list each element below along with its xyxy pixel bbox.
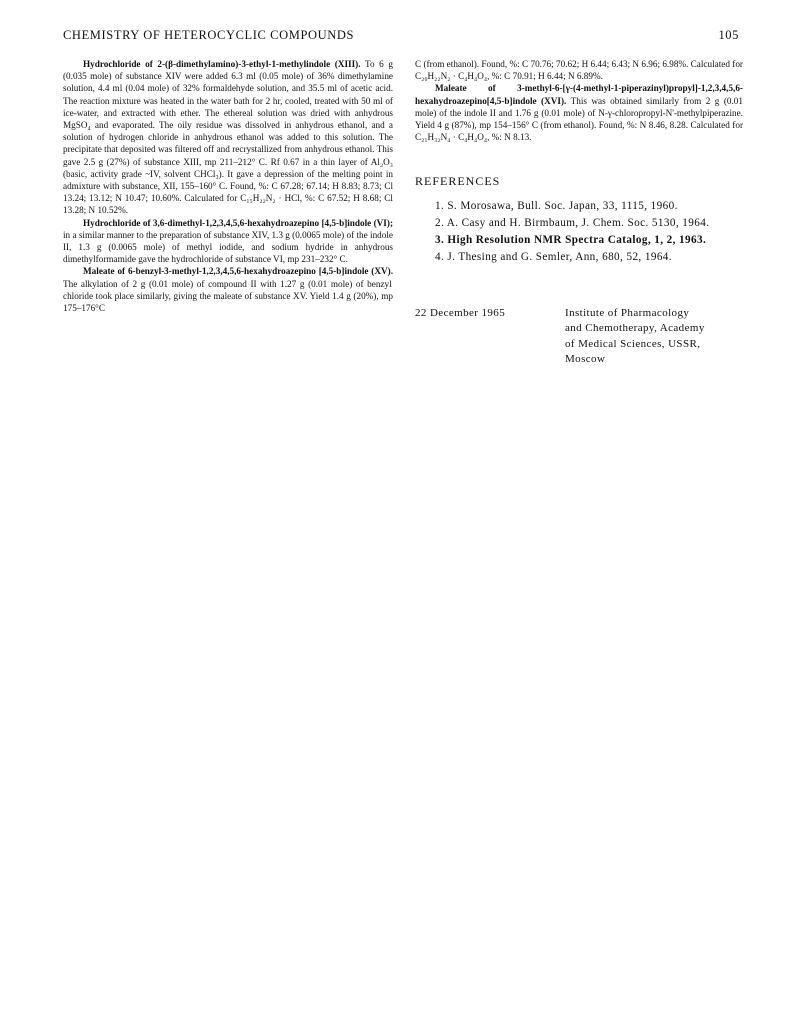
paragraph-heading: Maleate of 3-methyl-6-[γ-(4-methyl-1-piperazinyl)propyl]-1,2,3,4,5,6-hexahydroazepino[4,5-b]indole (XVI). <box>415 83 743 106</box>
references-title: REFERENCES <box>415 174 501 189</box>
paragraph-compound-xv <box>63 265 393 314</box>
institute-line: Moscow <box>565 353 606 366</box>
received-date: 22 December 1965 <box>415 306 506 319</box>
institute-line: Institute of Pharmacology <box>565 306 690 319</box>
paragraph-text: This was obtained similarly from 2 g (0.01 mole) of the indole II and 1.76 g (0.01 mole) of N-γ-chloropropyl-N'-methylpiperazine. Yield 4 g (87%), mp 154–156° C (from ethanol). Found, %: N 8.46, 8.28. Calculated for C₂₁H₃₂N₄ · C₄H₄O₄, %: N 8.13. <box>415 95 743 143</box>
paragraph-text: To 6 g (0.035 mole) of substance XIV were added 6.3 ml (0.05 mole) of 36% dimethylamine solution, 4.4 ml (0.04 mole) of 32% formaldehyde solution, and 35.5 ml of acetic acid. The reaction mixture was heated in the water bath for 2 hr, cooled, treated with 50 ml of ice-water, and extracted with ether. The ethereal solution was dried with anhydrous MgSO₄ and evaporated. The oily residue was dissolved in anhydrous ethanol, and a solution of hydrogen chloride in anhydrous ethanol was added to this solution. The precipitate that deposited was filtered off and recrystallized from anhydrous ethanol. This gave 2.5 g (27%) of substance XIII, mp 211–212° C. Rf 0.67 in a thin layer of Al₂O₃ (basic, activity grade ~IV, solvent CHCl₃). It gave a depression of the melting point in admixture with substance, XII, 155–160° C. Found, %: C 67.28; 67.14; H 8.83; 8.73; Cl 13.24; 13.12; N 10.47; 10.60%. Calculated for C₁₅H₂₂N₂ · HCl, %: C 67.52; H 8.68; Cl 13.28; N 10.52%. <box>63 59 393 216</box>
page-number: 105 <box>718 28 739 42</box>
paragraph-text: in a similar manner to the preparation of substance XIV, 1.3 g (0.0065 mole) of the indole II, 1.3 g (0.0065 mole) of methyl iodide, and sodium hydride in anhydrous dimethylformamide gave the hydrochloride of substance VI, mp 231–232° C. <box>63 229 393 265</box>
institute-line: and Chemotherapy, Academy <box>565 322 705 335</box>
paragraph-heading: Maleate of 6-benzyl-3-methyl-1,2,3,4,5,6-hexahydroazepino [4,5-b]indole (XV). <box>83 266 393 277</box>
paragraph-text: The alkylation of 2 g (0.01 mole) of compound II with 1.27 g (0.01 mole) of benzyl chloride took place similarly, giving the maleate of substance XV. Yield 1.4 g (20%), mp 175–176°C <box>63 278 393 314</box>
institute-affiliation <box>565 306 743 368</box>
paragraph-compound-xvi <box>415 82 743 143</box>
left-column <box>63 58 393 314</box>
page-header <box>63 28 739 46</box>
reference-item: 3. High Resolution NMR Spectra Catalog, 1, 2, 1963. <box>435 233 707 246</box>
paragraph-compound-vi <box>63 217 393 266</box>
article-footer <box>415 306 743 368</box>
references-list <box>415 198 743 266</box>
right-column <box>415 58 743 368</box>
paragraph-heading: Hydrochloride of 2-(β-dimethylamino)-3-ethyl-1-methylindole (XIII). <box>83 59 361 69</box>
reference-item: 4. J. Thesing and G. Semler, Ann, 680, 52, 1964. <box>435 250 672 263</box>
paragraph-heading: Hydrochloride of 3,6-dimethyl-1,2,3,4,5,6-hexahydroazepino [4,5-b]indole (VI); <box>83 217 393 228</box>
institute-line: of Medical Sciences, USSR, <box>565 337 701 350</box>
paragraph-continuation <box>415 58 743 82</box>
running-title: CHEMISTRY OF HETEROCYCLIC COMPOUNDS <box>63 28 355 42</box>
reference-item: 1. S. Morosawa, Bull. Soc. Japan, 33, 1115, 1960. <box>435 199 678 212</box>
paragraph-compound-xiii <box>63 58 393 217</box>
reference-item: 2. A. Casy and H. Birmbaum, J. Chem. Soc. 5130, 1964. <box>435 216 710 229</box>
paragraph-text: C (from ethanol). Found, %: C 70.76; 70.62; H 6.44; 6.43; N 6.96; 6.98%. Calculated for C₂₀H₂₂N₂ · C₄H₄O₄, %: C 70.91; H 6.44; N 6.89%. <box>415 59 743 82</box>
